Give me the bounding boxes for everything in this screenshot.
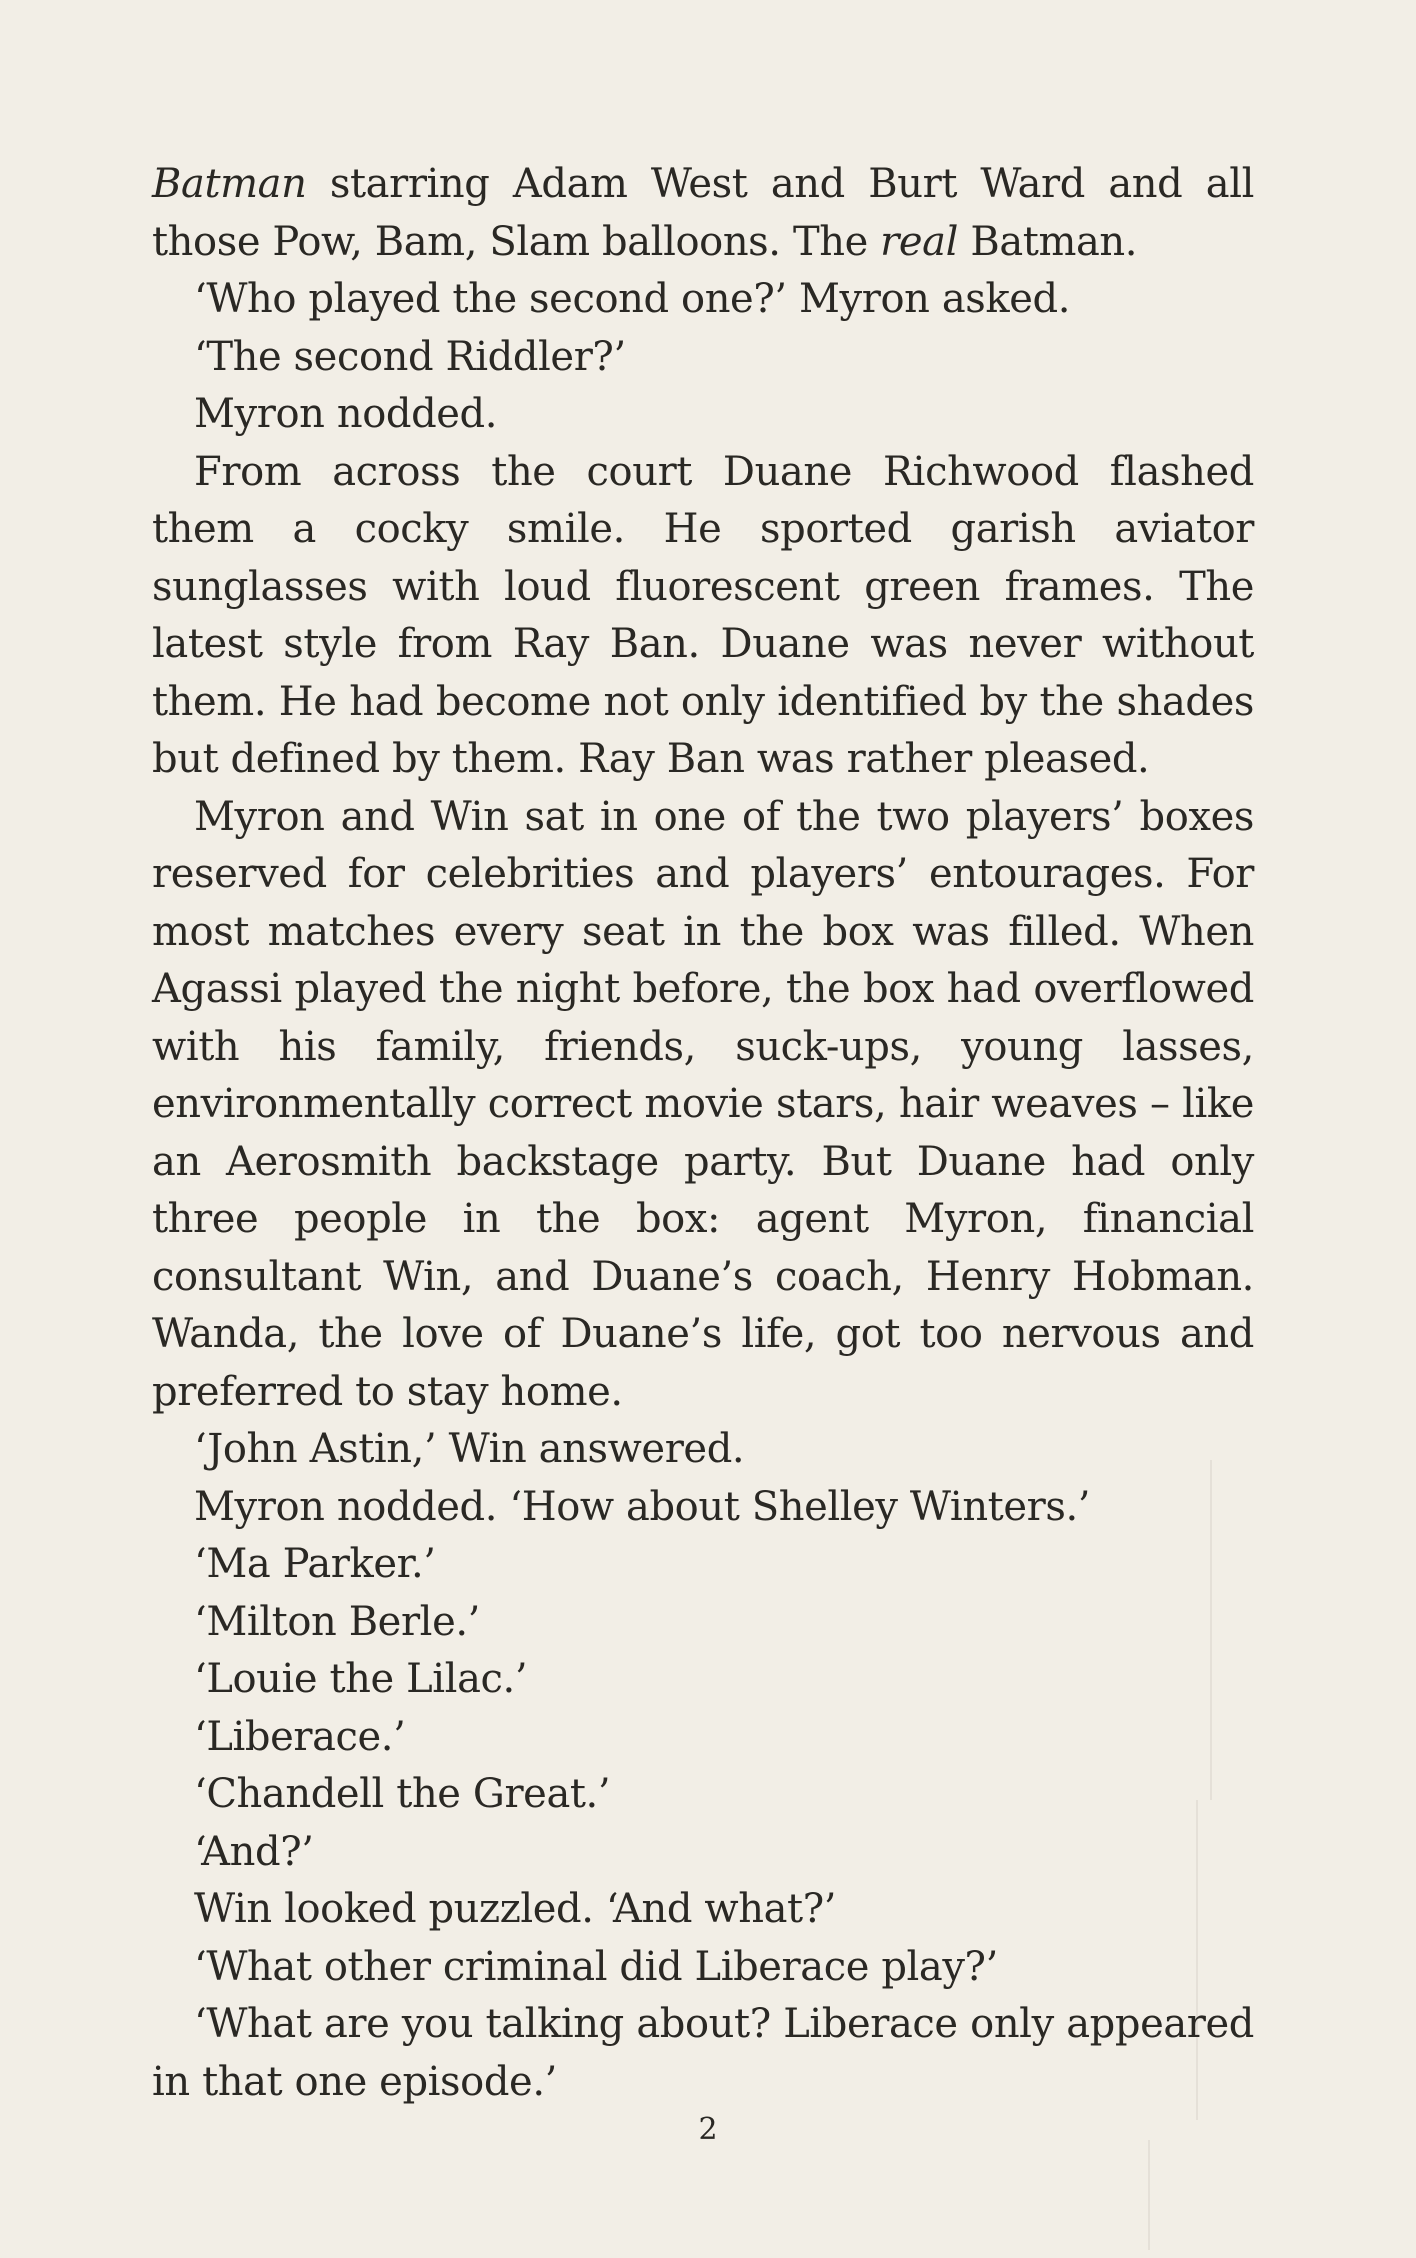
paragraph: [152, 1766, 1254, 1824]
text-run: Myron and Win sat in one of the two players’ boxes reserved for celebrities and players’ entourages. For most matches every seat in the box was filled. When Agassi played the night before, the box had overflowed with his family, friends, suck-ups, young lasses, environmentally correct movie stars, hair weaves – like an Aerosmith backstage party. But Duane had only three people in the box: agent Myron, financial consultant Win, and Duane’s coach, Henry Hobman. Wanda, the love of Duane’s life, got too nervous and preferred to stay home.: [152, 793, 1254, 1415]
paragraph: [152, 1536, 1254, 1594]
paragraph: [152, 1939, 1254, 1997]
text-run: Myron nodded.: [194, 391, 498, 437]
paragraph: [152, 1824, 1254, 1882]
paragraph: [152, 386, 1254, 444]
text-run: ‘Liberace.’: [194, 1713, 406, 1760]
text-run: Win looked puzzled. ‘And what?’: [194, 1886, 837, 1932]
text-run: ‘Milton Berle.’: [194, 1598, 480, 1645]
text-run: From across the court Duane Richwood flashed them a cocky smile. He sported garish aviator sunglasses with loud fluorescent green frames. The latest style from Ray Ban. Duane was never without them. He had become not only identified by the shades but defined by them. Ray Ban was rather pleased.: [152, 448, 1254, 782]
paragraph: [152, 1881, 1254, 1939]
text-run: ‘The second Riddler?’: [194, 333, 626, 380]
bleed-through-line: [1148, 2140, 1150, 2250]
paragraph: [152, 156, 1254, 271]
paragraph: [152, 329, 1254, 387]
text-run: ‘Ma Parker.’: [194, 1541, 436, 1587]
page-number: 2: [698, 2112, 718, 2147]
paragraph: [152, 1996, 1254, 2111]
italic-text: Batman: [152, 161, 307, 207]
paragraph: [152, 271, 1254, 329]
text-run: ‘What other criminal did Liberace play?’: [194, 1943, 998, 1990]
italic-text: real: [880, 218, 959, 265]
text-run: ‘What are you talking about? Liberace only appeared in that one episode.’: [152, 2001, 1254, 2105]
text-run: ‘John Astin,’ Win answered.: [194, 1426, 745, 1472]
paragraph: [152, 1479, 1254, 1537]
body-text: [152, 156, 1254, 2111]
paragraph: [152, 1651, 1254, 1709]
text-run: Myron nodded. ‘How about Shelley Winters.’: [194, 1483, 1091, 1530]
text-run: ‘Who played the second one?’ Myron asked.: [194, 276, 1071, 322]
paragraph: [152, 1421, 1254, 1479]
text-run: ‘Chandell the Great.’: [194, 1771, 611, 1817]
text-run: ‘And?’: [194, 1828, 314, 1875]
paragraph: [152, 789, 1254, 1422]
text-run: ‘Louie the Lilac.’: [194, 1656, 528, 1702]
paragraph: [152, 1709, 1254, 1767]
text-run: Batman.: [958, 218, 1138, 265]
paragraph: [152, 444, 1254, 789]
paragraph: [152, 1594, 1254, 1652]
text-run: starring Adam West and Burt Ward and all those Pow, Bam, Slam balloons. The: [152, 161, 1254, 265]
